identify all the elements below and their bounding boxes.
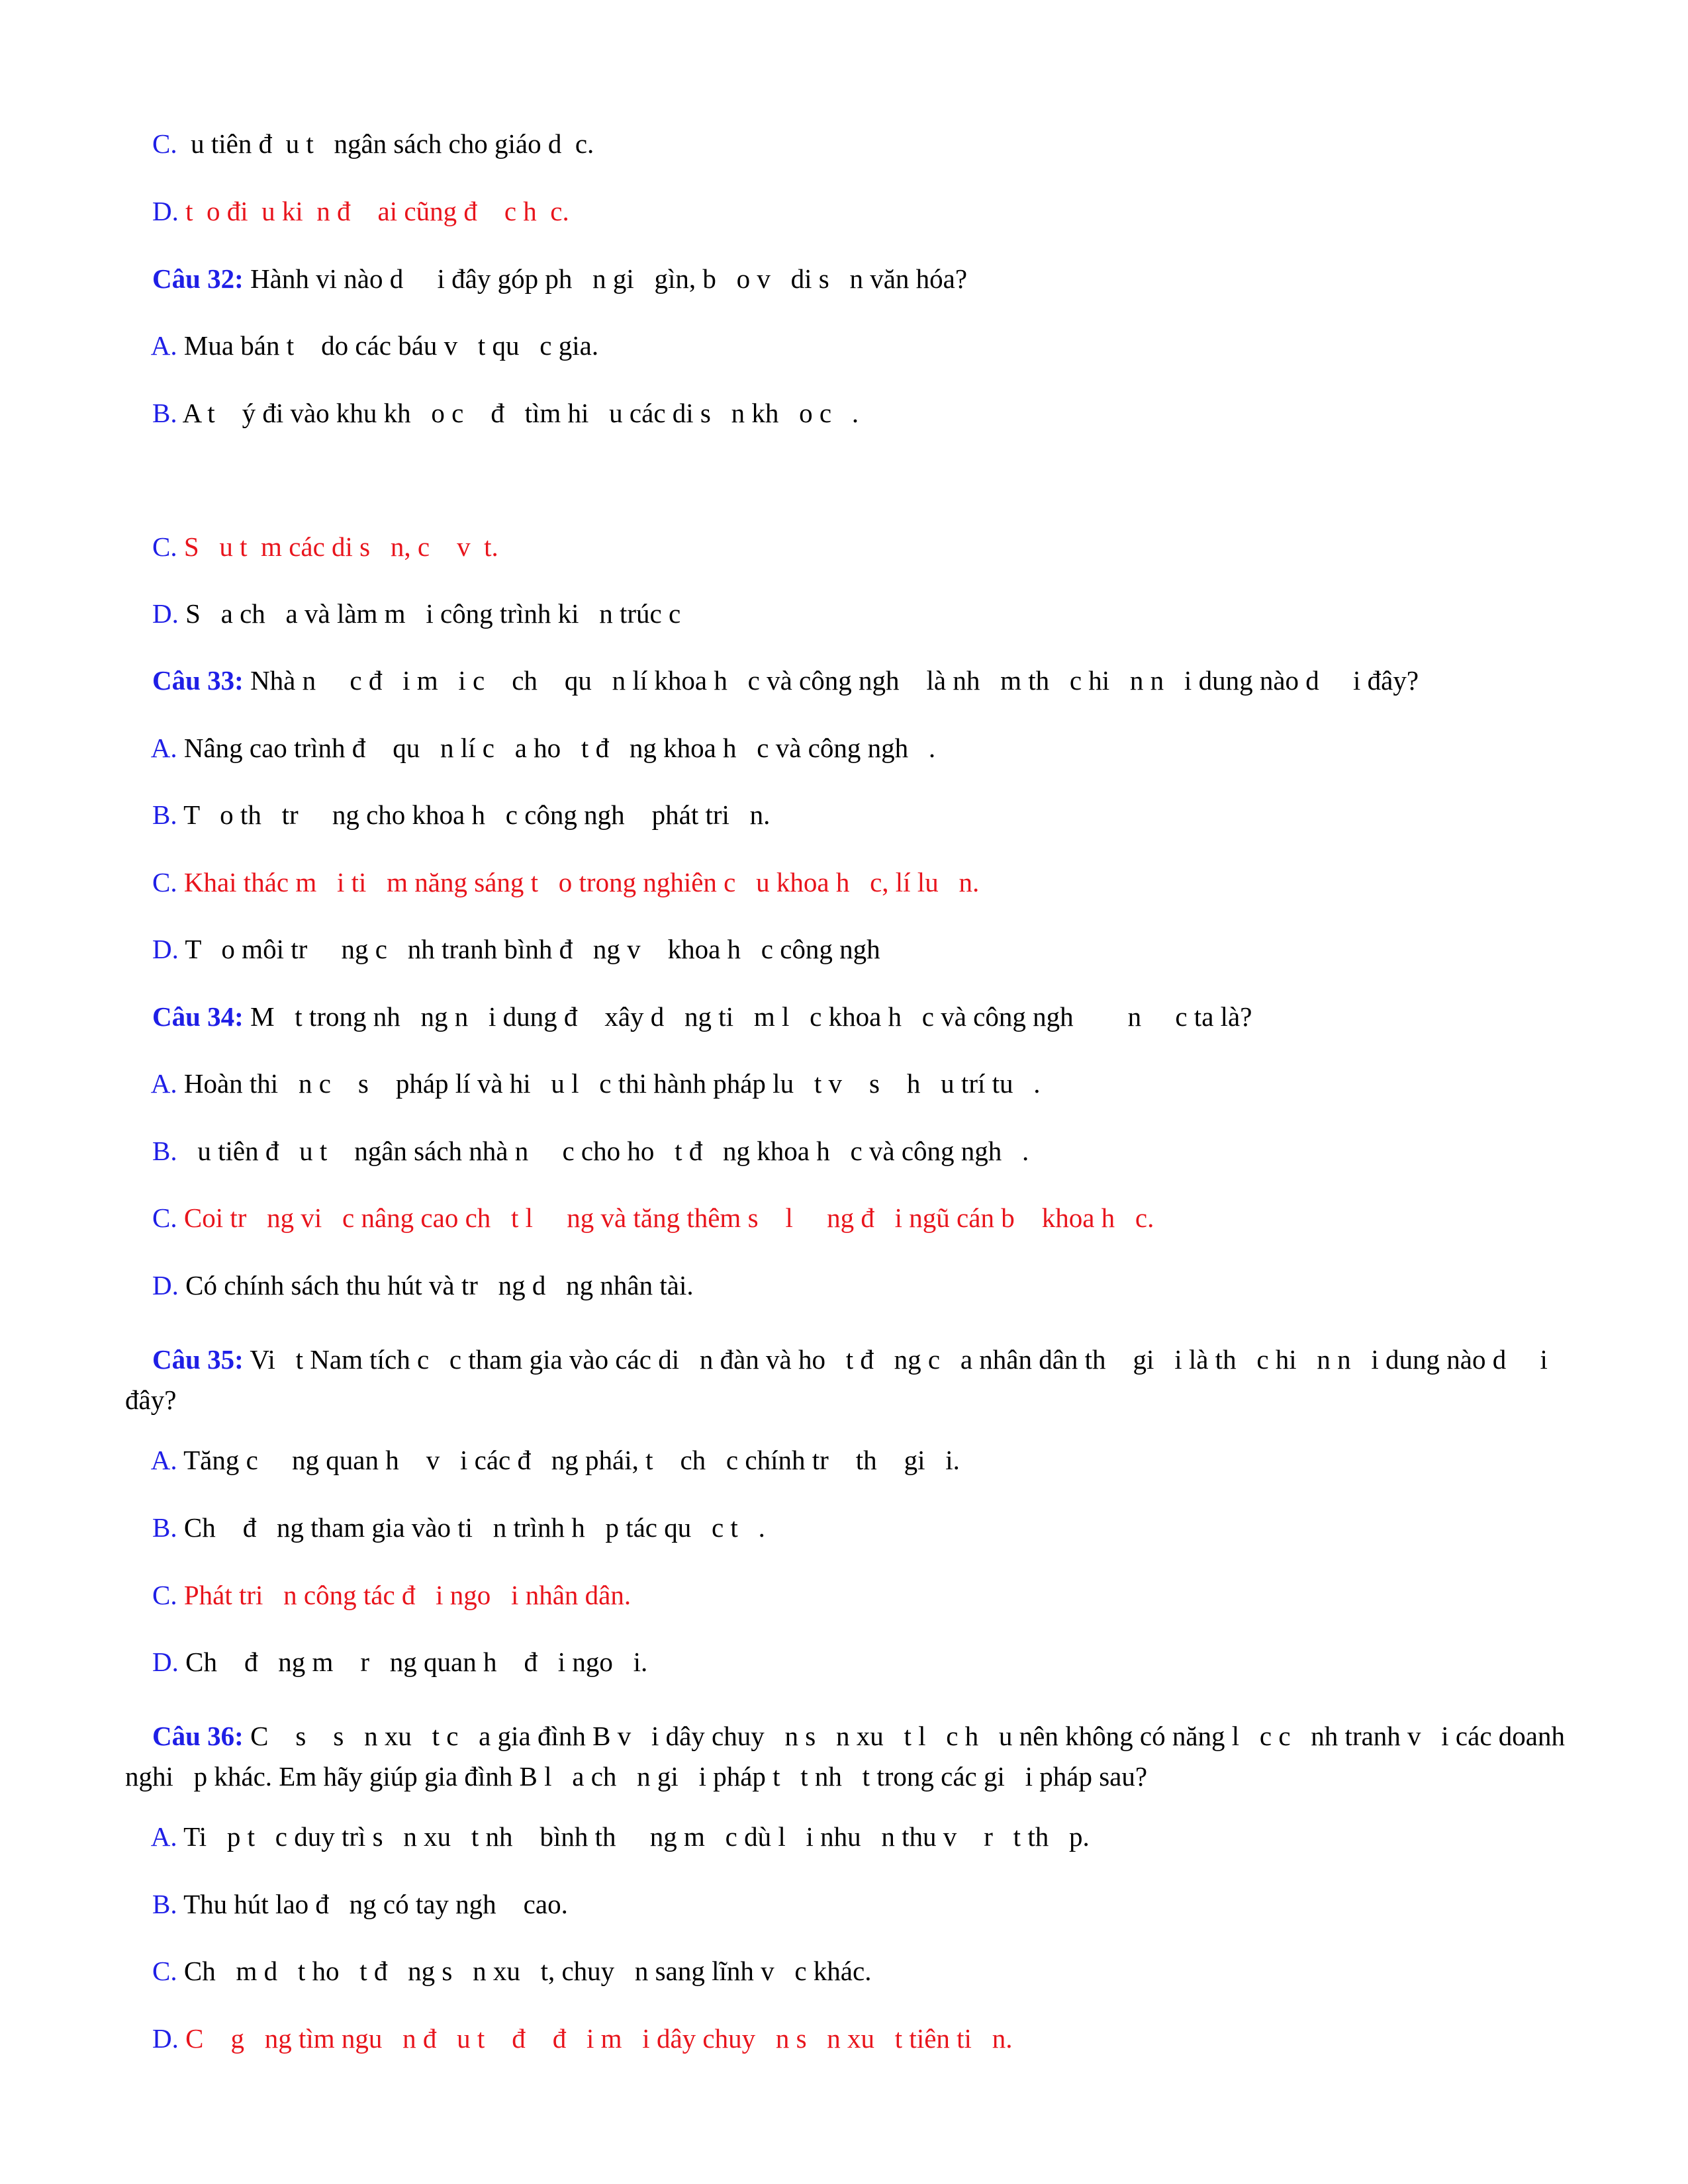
option-label: C. — [152, 128, 177, 159]
option-text: S a ch a và làm m i công trình ki n trúc c — [178, 598, 681, 629]
option-label: A. — [150, 330, 177, 361]
question-text: Nhà n c đ i m i c ch qu n lí khoa h c và công ngh là nh m th c hi n n i dung nào d i đây? — [243, 665, 1419, 696]
option-q32-b — [125, 363, 1581, 463]
option-text: T o môi tr ng c nh tranh bình đ ng v khoa h c công ngh — [178, 934, 880, 964]
option-text: Mua bán t do các báu v t qu c gia. — [177, 330, 599, 361]
option-text: Tăng c ng quan h v i các đ ng phái, t ch c chính tr th gi i. — [177, 1445, 960, 1475]
question-label: Câu 32: — [152, 263, 244, 294]
option-label: C. — [152, 1203, 177, 1233]
option-text: Hoàn thi n c s pháp lí và hi u l c thi hành pháp lu t v s h u trí tu . — [177, 1068, 1041, 1099]
option-label: C. — [152, 1580, 177, 1610]
option-text: S u t m các di s n, c v t. — [177, 531, 498, 562]
option-label: B. — [152, 1889, 177, 1919]
option-label: C. — [152, 531, 177, 562]
option-text: Ch đ ng tham gia vào ti n trình h p tác qu c t . — [177, 1512, 765, 1543]
question-label: Câu 36: — [152, 1721, 244, 1751]
option-label: D. — [152, 1647, 179, 1677]
option-text: Ti p t c duy trì s n xu t nh bình th ng m c dù l i nhu n thu v r t th p. — [177, 1821, 1090, 1852]
option-text: Thu hút lao đ ng có tay ngh cao. — [177, 1889, 568, 1919]
option-label: A. — [150, 733, 177, 763]
option-label: A. — [150, 1821, 177, 1852]
question-text: Vi t Nam tích c c tham gia vào các di n đàn và ho t đ ng c a nhân dân th gi i là th c hi n n i dung nào d i đây? — [125, 1344, 1555, 1415]
option-text: T o th tr ng cho khoa h c công ngh phát tri n. — [177, 799, 771, 830]
question-label: Câu 33: — [152, 665, 244, 696]
option-text: Phát tri n công tác đ i ngo i nhân dân. — [177, 1580, 632, 1610]
option-label: A. — [150, 1068, 177, 1099]
option-q36-d-correct — [125, 1989, 1581, 2088]
option-text: Ch đ ng m r ng quan h đ i ngo i. — [178, 1647, 648, 1677]
option-label: D. — [152, 1270, 179, 1300]
option-label: B. — [152, 398, 177, 428]
option-label: B. — [152, 799, 177, 830]
option-label: D. — [152, 598, 179, 629]
question-text: Hành vi nào d i đây góp ph n gi gìn, b o v di s n văn hóa? — [243, 263, 968, 294]
question-label: Câu 35: — [152, 1344, 244, 1375]
option-label: D. — [152, 934, 179, 964]
question-label: Câu 34: — [152, 1001, 244, 1032]
option-label: A. — [150, 1445, 177, 1475]
option-text: t o đi u ki n đ ai cũng đ c h c. — [178, 196, 569, 226]
option-text: Nâng cao trình đ qu n lí c a ho t đ ng khoa h c và công ngh . — [177, 733, 936, 763]
option-label: D. — [152, 196, 179, 226]
option-text: C g ng tìm ngu n đ u t đ đ i m i dây chuy n s n xu t tiên ti n. — [178, 2023, 1013, 2054]
option-text: u tiên đ u t ngân sách cho giáo d c. — [177, 128, 594, 159]
question-text: C s s n xu t c a gia đình B v i dây chuy n s n xu t l c h u nên không có năng l c c nh tranh v i các doanh nghi p khác. Em hãy giúp gia đình B l a ch n gi i pháp t t nh t trong các gi i pháp sau? — [125, 1721, 1572, 1792]
option-text: Coi tr ng vi c nâng cao ch t l ng và tăng thêm s l ng đ i ngũ cán b khoa h c. — [177, 1203, 1154, 1233]
option-text: A t ý đi vào khu kh o c đ tìm hi u các di s n kh o c . — [177, 398, 859, 428]
option-text: Ch m d t ho t đ ng s n xu t, chuy n sang lĩnh v c khác. — [177, 1956, 872, 1986]
option-label: C. — [152, 867, 177, 897]
option-text: Khai thác m i ti m năng sáng t o trong nghiên c u khoa h c, lí lu n. — [177, 867, 980, 897]
option-label: B. — [152, 1512, 177, 1543]
option-text: u tiên đ u t ngân sách nhà n c cho ho t đ ng khoa h c và công ngh . — [177, 1136, 1029, 1166]
option-text: Có chính sách thu hút và tr ng d ng nhân tài. — [178, 1270, 694, 1300]
option-label: C. — [152, 1956, 177, 1986]
option-label: D. — [152, 2023, 179, 2054]
question-text: M t trong nh ng n i dung đ xây d ng ti m l c khoa h c và công ngh n c ta là? — [243, 1001, 1252, 1032]
option-label: B. — [152, 1136, 177, 1166]
